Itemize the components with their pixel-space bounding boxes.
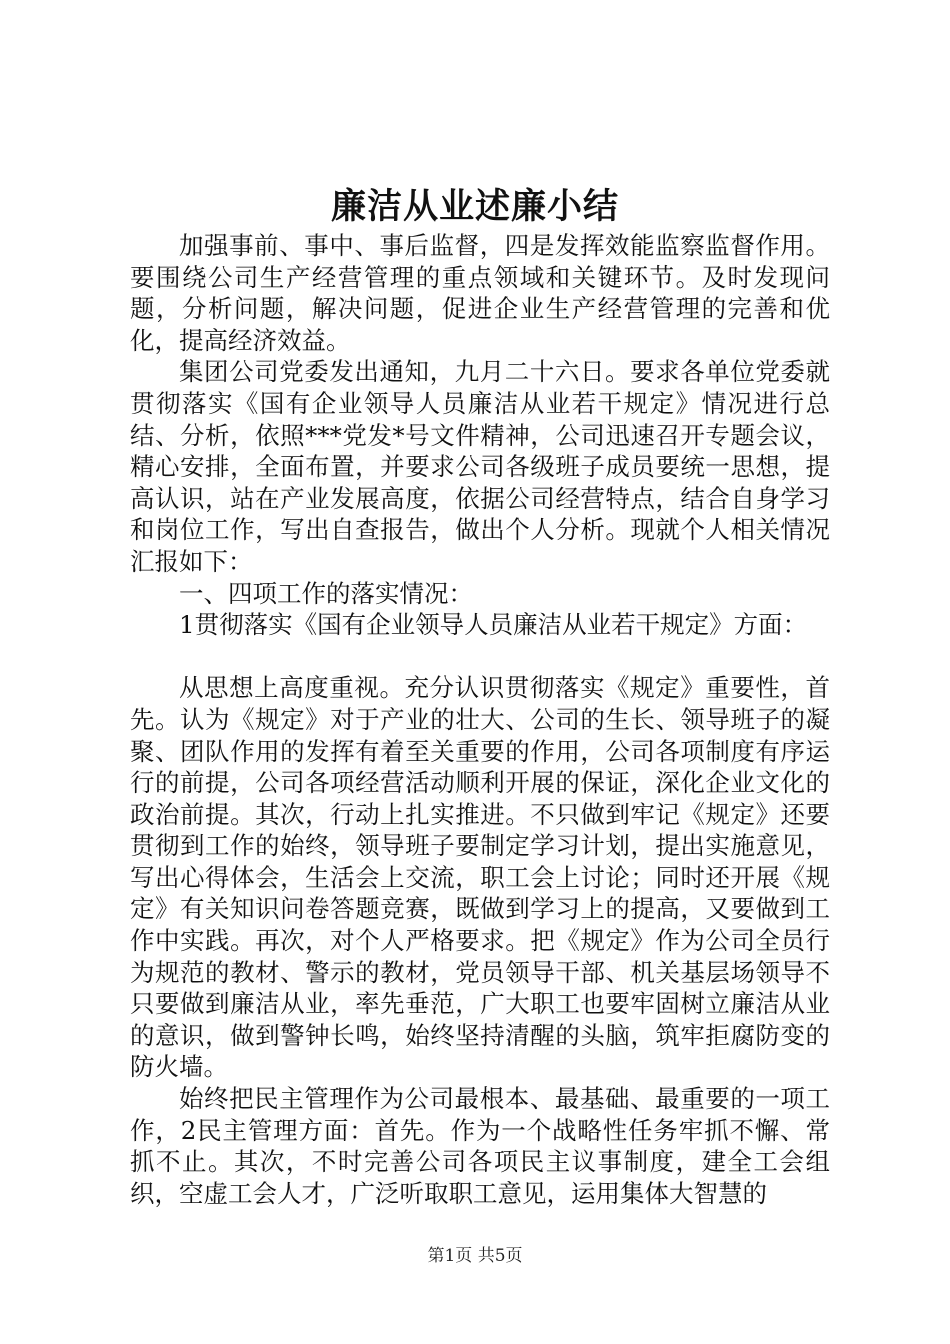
paragraph-section-heading: 一、四项工作的落实情况：: [179, 578, 473, 608]
paragraph-subsection-heading: 1贯彻落实《国有企业领导人员廉洁从业若干规定》方面：: [179, 610, 808, 640]
page-number-footer: 第1页 共5页: [427, 1246, 523, 1266]
paragraph-democratic-management: 始终把民主管理作为公司最根本、最基础、最重要的一项工作，2民主管理方面：首先。作为一个战略性任务牢抓不懈、常抓不止。其次，不时完善公司各项民主议事制度，建全工会组织，空虚工会人才，广泛听取职工意见，运用集体大智慧的: [130, 1084, 830, 1208]
document-title: 廉洁从业述廉小结: [330, 186, 619, 227]
document-body: [130, 230, 830, 1209]
paragraph-notice: 集团公司党委发出通知，九月二十六日。要求各单位党委就贯彻落实《国有企业领导人员廉洁从业若干规定》情况进行总结、分析，依照***党发*号文件精神，公司迅速召开专题会议，精心安排，全面布置，并要求公司各级班子成员要统一思想，提高认识，站在产业发展高度，依据公司经营特点，结合自身学习和岗位工作，写出自查报告，做出个人分析。现就个人相关情况汇报如下：: [130, 357, 830, 576]
paragraph-ideology: 从思想上高度重视。充分认识贯彻落实《规定》重要性，首先。认为《规定》对于产业的壮大、公司的生长、领导班子的凝聚、团队作用的发挥有着至关重要的作用，公司各项制度有序运行的前提，公司各项经营活动顺利开展的保证，深化企业文化的政治前提。其次，行动上扎实推进。不只做到牢记《规定》还要贯彻到工作的始终，领导班子要制定学习计划，提出实施意见，写出心得体会，生活会上交流，职工会上讨论；同时还开展《规定》有关知识问卷答题竞赛，既做到学习上的提高，又要做到工作中实践。再次，对个人严格要求。把《规定》作为公司全员行为规范的教材、警示的教材，党员领导干部、机关基层场领导不只要做到廉洁从业，率先垂范，广大职工也要牢固树立廉洁从业的意识，做到警钟长鸣，始终坚持清醒的头脑，筑牢拒腐防变的防火墙。: [130, 673, 830, 1082]
paragraph-supervision: 加强事前、事中、事后监督，四是发挥效能监察监督作用。要围绕公司生产经营管理的重点领域和关键环节。及时发现问题，分析问题，解决问题，促进企业生产经营管理的完善和优化，提高经济效益。: [130, 231, 830, 355]
